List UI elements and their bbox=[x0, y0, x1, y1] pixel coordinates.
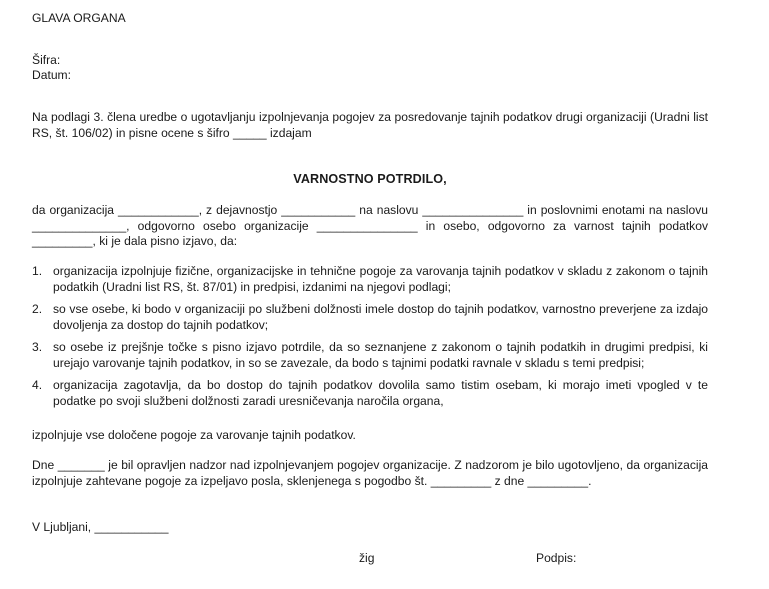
condition-number: 2. bbox=[32, 302, 43, 316]
conditions-list bbox=[32, 264, 708, 409]
condition-item bbox=[32, 302, 708, 333]
condition-text: organizacija izpolnjuje fizične, organizacijske in tehnične pogoje za varovanja tajnih podatkov v skladu z zakonom o tajnih podatkih (Uradni list RS, št. 87/01) in predpisi, izdanimi na njegovi podlagi; bbox=[53, 264, 708, 294]
document-title: VARNOSTNO POTRDILO, bbox=[293, 172, 447, 186]
organization-paragraph: da organizacija ____________, z dejavnostjo ___________ na naslovu _______________ in poslovnimi enotami na naslovu ______________, odgovorno osebo organizacije _______________ in osebo, odgovorno za varnost tajnih podatkov _________, ki je dala pisno izjavo, da: bbox=[32, 203, 708, 248]
condition-text: so osebe iz prejšnje točke s pisno izjavo potrdile, da so seznanjene z zakonom o tajnih podatkih in drugimi predpisi, ki urejajo varovanje tajnih podatkov, in so se zavezale, da bodo s tajnimi podatki ravnale v skladu s temi predpisi; bbox=[53, 340, 708, 370]
supervision-paragraph: Dne _______ je bil opravljen nadzor nad izpolnjevanjem pogojev organizacije. Z nadzorom je bilo ugotovljeno, da organizacija izpolnjuje zahtevane pogoje za izpeljavo posla, sklenjenega s pogodbo št. _________ z dne _________. bbox=[32, 458, 708, 488]
condition-number: 3. bbox=[32, 340, 43, 354]
date-label: Datum: bbox=[32, 68, 71, 82]
condition-number: 4. bbox=[32, 378, 43, 392]
signature-label: Podpis: bbox=[536, 551, 577, 565]
place-date-line: V Ljubljani, ___________ bbox=[32, 520, 169, 534]
intro-paragraph: Na podlagi 3. člena uredbe o ugotavljanju izpolnjevanja pogojev za posredovanje tajnih podatkov drugi organizaciji (Uradni list RS, št. 106/02) in pisne ocene s šifro _____ izdajam bbox=[32, 110, 708, 140]
condition-text: organizacija zagotavlja, da bo dostop do tajnih podatkov dovolila samo tistim osebam, ki morajo imeti vpogled v te podatke po svoji službeni dolžnosti zaradi uresničevanja naročila organa, bbox=[53, 378, 708, 408]
condition-number: 1. bbox=[32, 264, 43, 278]
condition-item bbox=[32, 378, 708, 409]
condition-item bbox=[32, 340, 708, 371]
fulfils-statement: izpolnjuje vse določene pogoje za varovanje tajnih podatkov. bbox=[32, 428, 356, 442]
condition-text: so vse osebe, ki bodo v organizaciji po službeni dolžnosti imele dostop do tajnih podatkov, varnostno preverjene za izdajo dovoljenja za dostop do tajnih podatkov; bbox=[53, 302, 708, 332]
code-label: Šifra: bbox=[32, 53, 61, 67]
organ-header: GLAVA ORGANA bbox=[32, 11, 126, 25]
stamp-label: žig bbox=[359, 551, 375, 565]
condition-item bbox=[32, 264, 708, 295]
